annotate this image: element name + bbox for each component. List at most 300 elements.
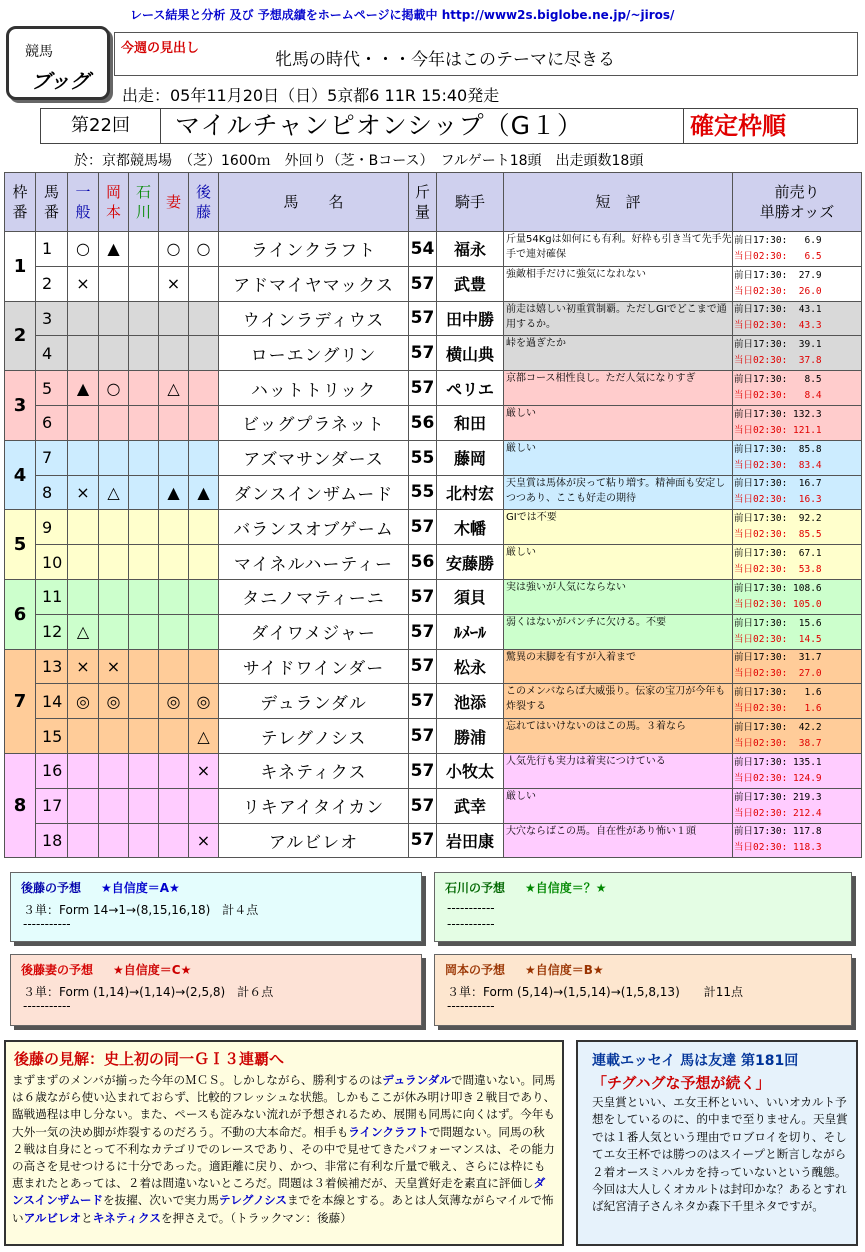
mark-tsuma: × (159, 266, 189, 301)
frame-number: 1 (5, 232, 36, 302)
horse-name: ダイワメジャー (219, 614, 409, 649)
horse-name: リキアイタイカン (219, 788, 409, 823)
mark-ishikawa (129, 788, 159, 823)
horse-number: 6 (36, 405, 68, 440)
goto-prediction (10, 872, 422, 942)
jockey: 松永 (437, 649, 504, 684)
frame-number: 8 (5, 753, 36, 857)
tsuma-prediction-line2: ----------- (23, 999, 71, 1013)
table-row (5, 614, 862, 649)
ishikawa-prediction-title: 石川の予想 (445, 881, 506, 895)
col-ishikawa: 石 川 (129, 173, 159, 232)
table-row (5, 266, 862, 301)
mark-goto (189, 405, 219, 440)
logo-line2: ブッグ (31, 69, 90, 93)
jockey: 横山典 (437, 336, 504, 371)
odds (733, 405, 862, 440)
odds-race-day: 当日02:30: 124.9 (734, 772, 822, 784)
analysis-title: 後藤の見解：史上初の同一ＧＩ３連覇へ (14, 1050, 285, 1068)
jockey: 和田 (437, 405, 504, 440)
mark-goto: × (189, 823, 219, 858)
horse-number: 11 (36, 579, 68, 614)
headline-tag: 今週の見出し (121, 41, 200, 56)
mark-okamoto: ○ (99, 371, 129, 406)
odds (733, 753, 862, 788)
mark-okamoto: △ (99, 475, 129, 510)
mark-ishikawa (129, 684, 159, 719)
horse-number: 2 (36, 266, 68, 301)
odds-race-day: 当日02:30: 118.3 (734, 842, 822, 854)
mark-okamoto (99, 719, 129, 754)
mark-ippan (68, 510, 99, 545)
mark-tsuma (159, 614, 189, 649)
horse-name: バランスオブゲーム (219, 510, 409, 545)
table-row (5, 719, 862, 754)
mark-ippan (68, 336, 99, 371)
mark-ishikawa (129, 475, 159, 510)
horse-number: 9 (36, 510, 68, 545)
weight: 57 (409, 649, 437, 684)
odds-race-day: 当日02:30: 43.3 (734, 320, 822, 332)
odds (733, 823, 862, 858)
mark-goto (189, 614, 219, 649)
essay-subtitle: 「チグハグな予想が続く」 (592, 1074, 771, 1092)
race-title-bar (40, 108, 858, 144)
okamoto-prediction-line2: ----------- (447, 999, 495, 1013)
table-row (5, 405, 862, 440)
comment: 峠を過ぎたか (504, 336, 733, 371)
analysis-box (4, 1040, 564, 1246)
fixed-label: 確定枠順 (683, 109, 857, 143)
mark-tsuma (159, 336, 189, 371)
table-row (5, 545, 862, 580)
horse-name: ローエングリン (219, 336, 409, 371)
odds-prev-day: 前日17:30: 15.6 (734, 617, 822, 629)
jockey: 藤岡 (437, 440, 504, 475)
horse-number: 14 (36, 684, 68, 719)
horse-number: 5 (36, 371, 68, 406)
goto-prediction-line2: ----------- (23, 917, 71, 931)
weight: 57 (409, 788, 437, 823)
table-row (5, 475, 862, 510)
jockey: 武豊 (437, 266, 504, 301)
ishikawa-prediction-line2: ----------- (447, 917, 495, 931)
odds-prev-day: 前日17:30: 117.8 (734, 826, 822, 838)
weight: 56 (409, 545, 437, 580)
col-okamoto: 岡 本 (99, 173, 129, 232)
mark-goto (189, 545, 219, 580)
mark-ishikawa (129, 753, 159, 788)
mark-ishikawa (129, 336, 159, 371)
horse-name: タニノマティーニ (219, 579, 409, 614)
horse-name: マイネルハーティー (219, 545, 409, 580)
mark-ishikawa (129, 301, 159, 336)
jockey: 田中勝 (437, 301, 504, 336)
horse-name: キネティクス (219, 753, 409, 788)
table-header (5, 173, 862, 232)
comment: 大穴ならばこの馬。自在性があり怖い１頭 (504, 823, 733, 858)
weight: 57 (409, 336, 437, 371)
horse-highlight: ダンスインザムード (12, 1176, 546, 1208)
mark-ishikawa (129, 719, 159, 754)
odds (733, 649, 862, 684)
odds (733, 510, 862, 545)
odds-race-day: 当日02:30: 14.5 (734, 633, 822, 645)
mark-okamoto (99, 440, 129, 475)
ishikawa-prediction (434, 872, 852, 942)
horse-number: 18 (36, 823, 68, 858)
weight: 57 (409, 614, 437, 649)
table-row (5, 510, 862, 545)
weight: 55 (409, 440, 437, 475)
odds-race-day: 当日02:30: 105.0 (734, 598, 822, 610)
mark-tsuma: ◎ (159, 684, 189, 719)
col-kinryo: 斤 量 (409, 173, 437, 232)
mark-ippan (68, 788, 99, 823)
weight: 57 (409, 301, 437, 336)
odds-prev-day: 前日17:30: 39.1 (734, 339, 822, 351)
essay-box (576, 1040, 858, 1246)
horse-number: 4 (36, 336, 68, 371)
table-row (5, 753, 862, 788)
mark-tsuma (159, 545, 189, 580)
mark-ippan (68, 440, 99, 475)
tsuma-prediction (10, 954, 422, 1026)
odds (733, 232, 862, 267)
odds (733, 684, 862, 719)
mark-tsuma (159, 579, 189, 614)
entry-rows (5, 232, 862, 858)
weight: 57 (409, 684, 437, 719)
mark-ishikawa (129, 232, 159, 267)
table-row (5, 788, 862, 823)
horse-name: ラインクラフト (219, 232, 409, 267)
comment: 厳しい (504, 440, 733, 475)
comment: 実は強いが人気にならない (504, 579, 733, 614)
comment: GIでは不要 (504, 510, 733, 545)
weight: 54 (409, 232, 437, 267)
odds-prev-day: 前日17:30: 219.3 (734, 791, 822, 803)
col-waku: 枠 番 (5, 173, 36, 232)
col-jockey: 騎手 (437, 173, 504, 232)
mark-okamoto (99, 823, 129, 858)
mark-okamoto (99, 614, 129, 649)
essay-title: 連載エッセイ 馬は友達 第181回 (592, 1053, 799, 1069)
odds-race-day: 当日02:30: 6.5 (734, 250, 822, 262)
odds-race-day: 当日02:30: 8.4 (734, 390, 822, 402)
mark-ishikawa (129, 579, 159, 614)
mark-goto (189, 579, 219, 614)
odds (733, 371, 862, 406)
comment: 厳しい (504, 545, 733, 580)
mark-ishikawa (129, 510, 159, 545)
logo-line1: 競馬 (25, 44, 53, 60)
mark-goto (189, 266, 219, 301)
table-row (5, 440, 862, 475)
col-comment: 短 評 (504, 173, 733, 232)
horse-highlight: ラインクラフト (348, 1124, 429, 1139)
odds (733, 719, 862, 754)
weight: 56 (409, 405, 437, 440)
horse-name: アルビレオ (219, 823, 409, 858)
mark-ippan: ▲ (68, 371, 99, 406)
mark-tsuma (159, 788, 189, 823)
col-horse: 馬 名 (219, 173, 409, 232)
horse-highlight: テレグノシス (218, 1193, 288, 1208)
odds (733, 266, 862, 301)
frame-number: 4 (5, 440, 36, 510)
jockey: 木幡 (437, 510, 504, 545)
horse-name: デュランダル (219, 684, 409, 719)
mark-tsuma (159, 510, 189, 545)
mark-tsuma: ▲ (159, 475, 189, 510)
tsuma-prediction-title: 後藤妻の予想 (21, 963, 94, 977)
mark-ippan: ◎ (68, 684, 99, 719)
horse-name: サイドワインダー (219, 649, 409, 684)
mark-ishikawa (129, 614, 159, 649)
horse-highlight: アルビレオ (23, 1210, 82, 1225)
odds-race-day: 当日02:30: 16.3 (734, 494, 822, 506)
mark-ishikawa (129, 405, 159, 440)
mark-tsuma (159, 440, 189, 475)
horse-highlight: キネティクス (92, 1210, 162, 1225)
odds-race-day: 当日02:30: 53.8 (734, 564, 822, 576)
weight: 57 (409, 719, 437, 754)
okamoto-prediction-line1: ３単：Form (5,14)→(1,5,14)→(1,5,8,13) 計11点 (447, 985, 744, 999)
col-tsuma: 妻 (159, 173, 189, 232)
weight: 57 (409, 823, 437, 858)
jockey: 池添 (437, 684, 504, 719)
jockey: 勝浦 (437, 719, 504, 754)
mark-okamoto: ▲ (99, 232, 129, 267)
mark-ippan (68, 823, 99, 858)
table-row (5, 684, 862, 719)
entry-table-wrap (4, 172, 861, 858)
mark-tsuma (159, 753, 189, 788)
mark-ishikawa (129, 649, 159, 684)
comment: 驚異の末脚を有すが入着まで (504, 649, 733, 684)
frame-number: 6 (5, 579, 36, 649)
odds-prev-day: 前日17:30: 135.1 (734, 756, 822, 768)
goto-confidence: ★自信度＝A★ (101, 881, 180, 895)
comment: このメンバならば大威張り。伝家の宝刀が今年も炸裂する (504, 684, 733, 719)
horse-name: ビッグプラネット (219, 405, 409, 440)
odds (733, 336, 862, 371)
weight: 57 (409, 753, 437, 788)
jockey: 岩田康 (437, 823, 504, 858)
mark-ishikawa (129, 545, 159, 580)
mark-ippan (68, 405, 99, 440)
mark-okamoto (99, 753, 129, 788)
mark-ishikawa (129, 266, 159, 301)
horse-number: 7 (36, 440, 68, 475)
comment: 斤量54Kgは如何にも有利。好枠も引き当て先手先手で連対確保 (504, 232, 733, 267)
mark-goto: ▲ (189, 475, 219, 510)
jockey: 北村宏 (437, 475, 504, 510)
mark-okamoto (99, 405, 129, 440)
comment: 忘れてはいけないのはこの馬。３着なら (504, 719, 733, 754)
horse-number: 12 (36, 614, 68, 649)
odds-race-day: 当日02:30: 212.4 (734, 807, 822, 819)
weight: 57 (409, 510, 437, 545)
odds (733, 545, 862, 580)
comment: 厳しい (504, 405, 733, 440)
mark-ippan (68, 301, 99, 336)
weight: 57 (409, 371, 437, 406)
comment: 前走は嬉しい初重賞制覇。ただしGIでどこまで通用するか。 (504, 301, 733, 336)
odds (733, 579, 862, 614)
ishikawa-confidence: ★自信度＝？★ (525, 881, 607, 895)
mark-tsuma: △ (159, 371, 189, 406)
odds (733, 440, 862, 475)
venue-info: 於：京都競馬場 （芝）1600ｍ 外回り（芝・Bコース） フルゲート18頭 出走頭数18頭 (74, 153, 644, 169)
mark-ippan (68, 753, 99, 788)
mark-ishikawa (129, 823, 159, 858)
mark-tsuma (159, 405, 189, 440)
col-ippan: 一 般 (68, 173, 99, 232)
odds-prev-day: 前日17:30: 42.2 (734, 722, 822, 734)
mark-ippan: × (68, 649, 99, 684)
horse-name: テレグノシス (219, 719, 409, 754)
comment: 厳しい (504, 788, 733, 823)
frame-number: 3 (5, 371, 36, 441)
odds-race-day: 当日02:30: 37.8 (734, 355, 822, 367)
mark-ippan: ○ (68, 232, 99, 267)
col-odds: 前売り 単勝オッズ (733, 173, 862, 232)
race-date: 出走：05年11月20日（日）5京都6 11R 15:40発走 (122, 86, 500, 105)
odds-race-day: 当日02:30: 121.1 (734, 424, 822, 436)
mark-okamoto (99, 301, 129, 336)
odds-race-day: 当日02:30: 85.5 (734, 529, 822, 541)
odds-race-day: 当日02:30: 83.4 (734, 459, 822, 471)
horse-number: 16 (36, 753, 68, 788)
mark-tsuma (159, 823, 189, 858)
mark-okamoto: × (99, 649, 129, 684)
mark-goto (189, 301, 219, 336)
mark-okamoto (99, 545, 129, 580)
jockey: 須貝 (437, 579, 504, 614)
jockey: 小牧太 (437, 753, 504, 788)
mark-goto (189, 649, 219, 684)
odds (733, 301, 862, 336)
table-row (5, 301, 862, 336)
mark-ippan: × (68, 266, 99, 301)
horse-name: ハットトリック (219, 371, 409, 406)
horse-highlight: デュランダル (382, 1073, 451, 1087)
headline-box (114, 32, 858, 76)
jockey: 安藤勝 (437, 545, 504, 580)
weight: 57 (409, 266, 437, 301)
essay-body: 天皇賞といい、エ女王杯といい、いいオカルト予想をしているのに、的中まで至りません。天皇賞では１番人気という理由でロブロイを切り、そしてエ女王杯では勝つのはスイープと断言しながら２着オースミハルカを持っていないという醜態。今回は大人しくオカルトは封印かな？あるとすれば紀宮清子さんネタか森下千里ネタですが。 (592, 1095, 848, 1214)
headline-text: 牝馬の時代・・・今年はこのテーマに尽きる (275, 50, 615, 70)
table-row (5, 823, 862, 858)
odds (733, 475, 862, 510)
horse-name: アドマイヤマックス (219, 266, 409, 301)
mark-tsuma: ○ (159, 232, 189, 267)
mark-okamoto (99, 510, 129, 545)
table-row (5, 371, 862, 406)
odds-prev-day: 前日17:30: 85.8 (734, 443, 822, 455)
mark-ippan: × (68, 475, 99, 510)
mark-tsuma (159, 301, 189, 336)
mark-ishikawa (129, 371, 159, 406)
horse-name: アズマサンダース (219, 440, 409, 475)
jockey: ペリエ (437, 371, 504, 406)
weight: 55 (409, 475, 437, 510)
comment: 天皇賞は馬体が戻って粘り増す。精神面も安定しつつあり、ここも好走の期待 (504, 475, 733, 510)
odds-prev-day: 前日17:30: 67.1 (734, 548, 822, 560)
odds-prev-day: 前日17:30: 8.5 (734, 374, 822, 386)
jockey: ﾙﾒｰﾙ (437, 614, 504, 649)
table-row (5, 232, 862, 267)
horse-number: 3 (36, 301, 68, 336)
odds-race-day: 当日02:30: 38.7 (734, 738, 822, 750)
analysis-body: まずまずのメンバが揃った今年のＭＣＳ。しかしながら、勝利するのはデュランダルで間違いない。同馬は６歳ながら使い込まれておらず、比較的フレッシュな状態。しかもここが休み明け叩き２戦目であり、臨戦過程は申し分ない。また、ペースも淀みない流れが予想されるため、展開も同馬に向くはず。今年も大外一気の決め脚が炸裂するのだろう。不動の大本命だ。相手もラインクラフトで問題ない。同馬の秋２戦は自身にとって不利なカテゴリでのレースであり、その中で見せてきたパフォーマンスは、その能力の高さを見せつけるに十分であった。適距離に戻り、かつ、非常に有利な斤量で戦え、さらには枠にも恵まれたとあっては、２着は間違いないところだ。問題は３着候補だが、天皇賞好走を素直に評価しダンスインザムードを抜擢、次いで実力馬テレグノシスまでを本線とする。あとは人気薄ながらマイルで怖いアルビレオとキネティクスを押さえで。（トラックマン：後藤） (12, 1073, 556, 1225)
horse-number: 13 (36, 649, 68, 684)
mark-goto (189, 440, 219, 475)
horse-number: 8 (36, 475, 68, 510)
site-banner: レース結果と分析 及び 予想成績をホームページに掲載中 http://www2s.biglobe.ne.jp/~jiros/ (130, 8, 675, 22)
frame-number: 2 (5, 301, 36, 371)
mark-goto: △ (189, 719, 219, 754)
mark-goto (189, 371, 219, 406)
mark-goto: ○ (189, 232, 219, 267)
mark-goto (189, 510, 219, 545)
mark-okamoto: ◎ (99, 684, 129, 719)
mark-goto: ◎ (189, 684, 219, 719)
mark-goto (189, 788, 219, 823)
horse-number: 1 (36, 232, 68, 267)
horse-number: 10 (36, 545, 68, 580)
goto-prediction-title: 後藤の予想 (21, 881, 82, 895)
weight: 57 (409, 579, 437, 614)
mark-okamoto (99, 336, 129, 371)
okamoto-prediction-title: 岡本の予想 (445, 963, 506, 977)
col-uma: 馬 番 (36, 173, 68, 232)
ishikawa-prediction-line1: ----------- (447, 901, 495, 915)
odds-prev-day: 前日17:30: 132.3 (734, 408, 822, 420)
mark-ippan (68, 545, 99, 580)
col-goto: 後 藤 (189, 173, 219, 232)
odds-prev-day: 前日17:30: 92.2 (734, 513, 822, 525)
mark-ishikawa (129, 440, 159, 475)
race-number: 第22回 (41, 109, 161, 143)
jockey: 福永 (437, 232, 504, 267)
odds-prev-day: 前日17:30: 6.9 (734, 234, 822, 246)
mark-goto (189, 336, 219, 371)
jockey: 武幸 (437, 788, 504, 823)
mark-tsuma (159, 649, 189, 684)
tsuma-confidence: ★自信度＝C★ (113, 963, 192, 977)
odds-prev-day: 前日17:30: 108.6 (734, 582, 822, 594)
entry-table (4, 172, 862, 858)
okamoto-prediction (434, 954, 852, 1026)
goto-prediction-line1: ３単：Form 14→1→(8,15,16,18) 計４点 (23, 903, 259, 917)
odds-prev-day: 前日17:30: 1.6 (734, 687, 822, 699)
horse-name: ウインラディウス (219, 301, 409, 336)
odds-prev-day: 前日17:30: 27.9 (734, 269, 822, 281)
race-name: マイルチャンピオンシップ（G１） (175, 111, 583, 140)
mark-goto: × (189, 753, 219, 788)
mark-ippan (68, 719, 99, 754)
mark-tsuma (159, 719, 189, 754)
horse-number: 17 (36, 788, 68, 823)
odds-race-day: 当日02:30: 26.0 (734, 285, 822, 297)
comment: 強敵相手だけに強気になれない (504, 266, 733, 301)
odds-prev-day: 前日17:30: 16.7 (734, 478, 822, 490)
odds-race-day: 当日02:30: 27.0 (734, 668, 822, 680)
horse-number: 15 (36, 719, 68, 754)
